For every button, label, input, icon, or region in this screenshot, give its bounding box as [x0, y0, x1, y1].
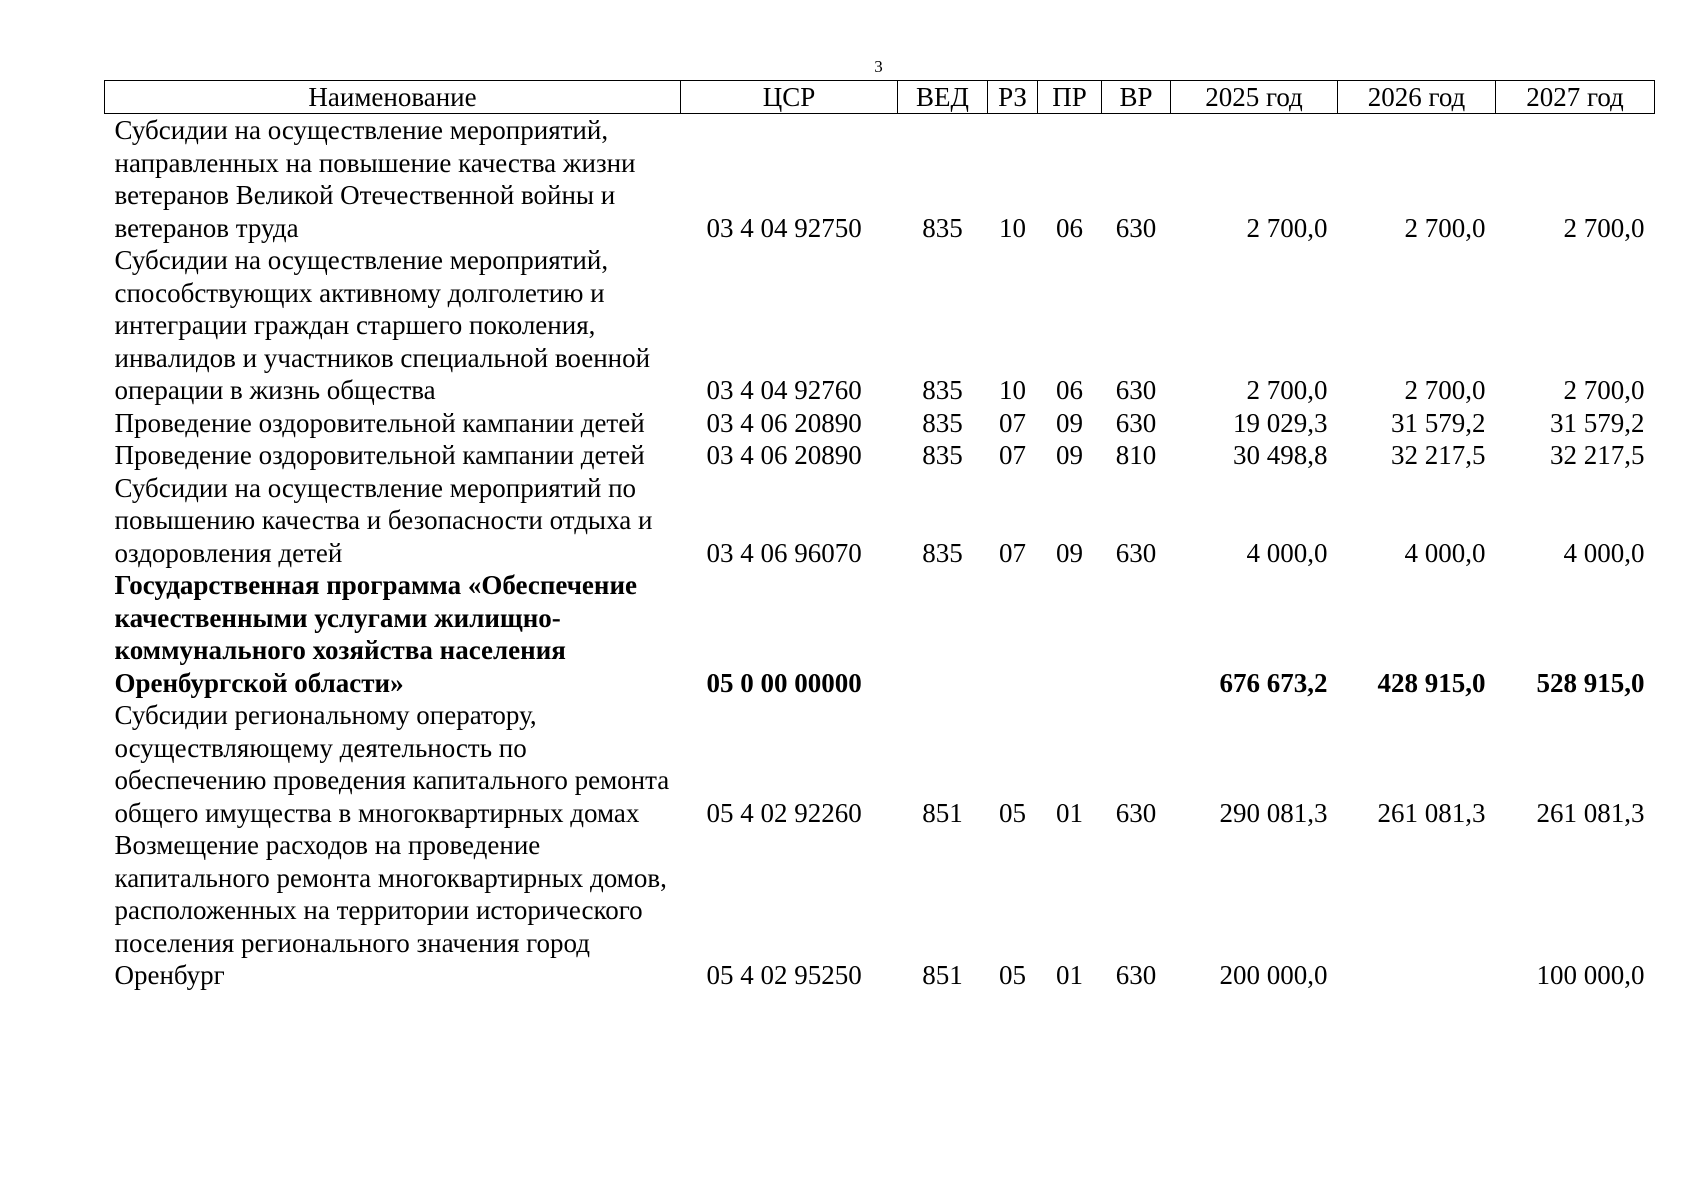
- header-name: Наименование: [105, 81, 681, 114]
- row-2026: 261 081,3: [1377, 797, 1486, 828]
- row-csr: 03 4 06 20890: [706, 407, 862, 438]
- row-vr: 630: [1115, 537, 1157, 568]
- row-2027: 4 000,0: [1563, 537, 1645, 568]
- row-rz: 10: [999, 375, 1026, 405]
- row-name: Субсидии на осуществление мероприятий, способствующих активному долголетию и интеграции граждан старшего поколения, инвалидов и участников специальной военной операции в жизнь общества: [114, 245, 651, 405]
- row-pr: 09: [1056, 537, 1083, 568]
- row-2027: 2 700,0: [1563, 375, 1645, 405]
- row-rz: 07: [999, 407, 1026, 438]
- row-2025: 200 000,0: [1219, 960, 1328, 990]
- row-vr: 630: [1115, 797, 1157, 828]
- table-row: [105, 407, 1655, 440]
- row-2026: [1338, 829, 1496, 992]
- row-rz: [988, 569, 1038, 699]
- row-pr: 01: [1056, 797, 1083, 828]
- row-ved: 851: [922, 797, 963, 828]
- row-pr: 06: [1056, 375, 1083, 405]
- row-name: Субсидии на осуществление мероприятий по повышению качества и безопасности отдыха и оздоровления детей: [114, 472, 653, 568]
- table-row: [105, 699, 1655, 829]
- row-2025: 290 081,3: [1219, 797, 1328, 828]
- row-2027: 528 915,0: [1536, 667, 1645, 698]
- row-2027: 32 217,5: [1550, 440, 1645, 470]
- table-row: [105, 114, 1655, 245]
- row-rz: 05: [999, 797, 1026, 828]
- table-row: [105, 244, 1655, 407]
- row-rz: 10: [999, 212, 1026, 243]
- header-rz: РЗ: [988, 81, 1038, 114]
- row-pr: 06: [1056, 212, 1083, 243]
- row-name: Субсидии на осуществление мероприятий, направленных на повышение качества жизни ветеранов Великой Отечественной войны и ветеранов труда: [114, 115, 636, 243]
- row-name: Возмещение расходов на проведение капитального ремонта многоквартирных домов, расположенных на территории исторического поселения регионального значения город Оренбург: [114, 830, 667, 990]
- row-rz: 05: [999, 960, 1026, 990]
- row-2027: 261 081,3: [1536, 797, 1645, 828]
- row-2025: 4 000,0: [1246, 537, 1328, 568]
- header-2027: 2027 год: [1496, 81, 1655, 114]
- row-csr: 05 4 02 92260: [706, 797, 862, 828]
- row-2026: 32 217,5: [1391, 440, 1486, 470]
- row-vr: 630: [1115, 212, 1157, 243]
- header-2026: 2026 год: [1338, 81, 1496, 114]
- table-row: [105, 439, 1655, 472]
- row-2026: 428 915,0: [1377, 667, 1486, 698]
- table-row-program: [105, 569, 1655, 699]
- row-2026: 2 700,0: [1404, 375, 1486, 405]
- header-vr: ВР: [1102, 81, 1171, 114]
- row-ved: 835: [922, 375, 963, 405]
- row-rz: 07: [999, 440, 1026, 470]
- row-2025: 676 673,2: [1219, 667, 1328, 698]
- row-name: Проведение оздоровительной кампании детей: [114, 407, 645, 438]
- row-2027: 2 700,0: [1563, 212, 1645, 243]
- row-2026: 31 579,2: [1391, 407, 1486, 438]
- budget-table: [104, 80, 1655, 992]
- row-pr: [1038, 569, 1102, 699]
- row-ved: 835: [922, 537, 963, 568]
- row-ved: [898, 569, 988, 699]
- header-2025: 2025 год: [1171, 81, 1338, 114]
- row-2025: 2 700,0: [1246, 212, 1328, 243]
- row-2025: 2 700,0: [1246, 375, 1328, 405]
- row-csr: 03 4 04 92760: [706, 375, 862, 405]
- row-csr: 05 4 02 95250: [706, 960, 862, 990]
- row-vr: 810: [1115, 440, 1157, 470]
- row-2025: 30 498,8: [1233, 440, 1328, 470]
- row-csr: 03 4 06 96070: [706, 537, 862, 568]
- page-number: 3: [874, 57, 883, 76]
- row-csr: 03 4 06 20890: [706, 440, 862, 470]
- row-vr: 630: [1115, 960, 1157, 990]
- table-header-row: [105, 81, 1655, 114]
- row-rz: 07: [999, 537, 1026, 568]
- row-name: Субсидии региональному оператору, осуществляющему деятельность по обеспечению проведения капитального ремонта общего имущества в многоквартирных домах: [114, 700, 670, 828]
- row-pr: 09: [1056, 440, 1083, 470]
- row-ved: 835: [922, 407, 963, 438]
- table-row: [105, 829, 1655, 992]
- row-vr: [1102, 569, 1171, 699]
- row-ved: 851: [922, 960, 963, 990]
- header-pr: ПР: [1038, 81, 1102, 114]
- row-ved: 835: [922, 440, 963, 470]
- row-2025: 19 029,3: [1233, 407, 1328, 438]
- row-pr: 09: [1056, 407, 1083, 438]
- row-name: Государственная программа «Обеспечение качественными услугами жилищно-коммунального хозяйства населения Оренбургской области»: [114, 570, 638, 698]
- row-2026: 2 700,0: [1404, 212, 1486, 243]
- row-vr: 630: [1115, 375, 1157, 405]
- row-2026: 4 000,0: [1404, 537, 1486, 568]
- header-csr: ЦСР: [681, 81, 898, 114]
- row-2027: 100 000,0: [1536, 960, 1645, 990]
- row-vr: 630: [1115, 407, 1157, 438]
- row-ved: 835: [922, 212, 963, 243]
- table-row: [105, 472, 1655, 570]
- header-ved: ВЕД: [898, 81, 988, 114]
- row-2027: 31 579,2: [1550, 407, 1645, 438]
- row-pr: 01: [1056, 960, 1083, 990]
- row-csr: 03 4 04 92750: [706, 212, 862, 243]
- row-csr: 05 0 00 00000: [706, 667, 862, 698]
- row-name: Проведение оздоровительной кампании детей: [114, 440, 645, 470]
